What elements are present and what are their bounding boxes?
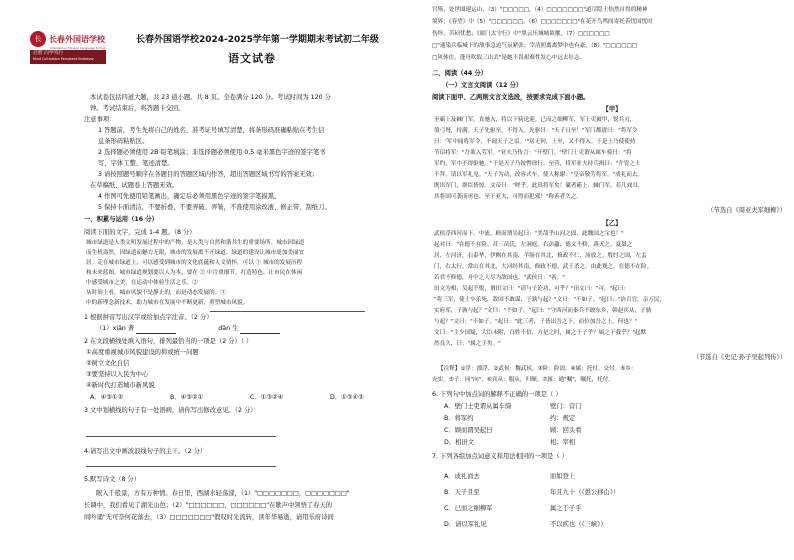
q7-option-a[interactable]: A．成礼而去	[444, 473, 480, 480]
q1-answer-b[interactable]	[240, 326, 280, 334]
jia-line: 节诏将军："吾欲入劳军。"亚夫乃传言："开壁门。"壁门士吏谓从属车骑曰："将	[434, 150, 632, 156]
q2-option-a[interactable]: A．④③①②	[90, 394, 124, 401]
school-seal-icon: 长	[30, 31, 46, 47]
notice-line: 息条形码粘贴区。	[98, 138, 149, 145]
section-heading: 二、阅读（44 分）	[432, 70, 488, 77]
recite-line: 境界；《春望》中（5）"□□□□□□，（6）□□□□□□□"在花开鸟鸣间寄托着忧国忧时	[432, 19, 653, 25]
passage-line: 而生机盎然，因绿道而魅力无限，城市的发展离不开绿道，绿道的建设让城市更加美丽宜	[86, 250, 305, 256]
q6-stem: 6. 下列句中加点词的解释不正确的一项是（ ）	[432, 391, 562, 398]
q7-option-c[interactable]: C．已而之细柳军	[444, 505, 493, 512]
school-logo	[30, 28, 120, 68]
subsection-heading: （一）文言文阅读（12 分）	[442, 82, 523, 89]
motto-line: 启智 向学笃行	[33, 51, 64, 56]
q2-option-d[interactable]: D．①③④②	[330, 394, 364, 401]
notice-line: 写，字体工整、笔迹清楚。	[98, 160, 174, 167]
yi-source: （节选自《史记·孙子吴起列传》）	[692, 354, 786, 361]
passage-line: 和未来蓝图。城市绿道规划要以人为本，要在 ② 中注重细节，打造特色，让市民在休闲	[86, 270, 303, 276]
jia-line: 不拜，请以军礼见。"天子为动，改容式车。使人称谢："皇帝敬劳将军。"成礼而去。	[434, 172, 644, 178]
q1-part-b-label: dān 生	[218, 325, 239, 332]
notice-line: 2 选择题必须使用 2B 铅笔填涂；非选择题必须使用 0.5 毫米黑色字迹的签字笔书	[98, 149, 326, 156]
passage-yi-title: 【乙】	[602, 220, 622, 227]
q7-option-d[interactable]: D．请以军礼见	[444, 521, 487, 528]
read-prompt: 阅读下面的文字，完成 1-4 题。（8 分）	[84, 229, 196, 236]
q1-part-a-label: （1）xiǎn 著	[96, 325, 135, 332]
yi-line: "将三军，使士卒乐死，敌国不敢谋，子孰与起？"文曰："不如子。"起曰："治百官，亲万民，	[434, 297, 666, 303]
q2-item: ④新时代打造城市新风貌	[86, 382, 155, 389]
passage-line: 城市绿道是人类文明发展过程中的产物，是人类与自然和谐共生的重要场所。城市因绿道	[86, 240, 305, 246]
q3-stem: 3 文中划横线的句子有一处语病，请你写出修改意见。（2 分）	[84, 407, 257, 414]
q2-stem: 2 在文段横线处填入语句，排列最恰当的一项是（2 分）（ ）	[84, 338, 253, 345]
school-name-logo: 长春外国语学校	[49, 33, 105, 44]
yi-line: 与起？"文曰："不如子。"起曰："此三者，子皆出吾之下，而位加吾之上，何也？"	[434, 319, 638, 325]
q3-answer-line[interactable]	[86, 436, 276, 437]
q2-item: ②树立文化自信	[86, 360, 130, 367]
section-heading: 一、积累与运用（16 分）	[84, 216, 158, 223]
q6-option-b-gloss: 约：规定	[550, 415, 576, 422]
notes-line: 【注释】①浮：漂浮。②武侯：魏武侯。③险：险固。④属：托付，交付。⑤乡：	[438, 366, 637, 372]
notes-line: 充实。⑤子：同"向"。⑥宾从：服从，归顺。⑦属：通"嘱"，嘱托，托付。	[432, 377, 614, 383]
notice-line: 3 请按照题号顺序在各题目的答题区域内作答，超出答题区域书写的答案无效；	[98, 171, 319, 178]
recite-line: 宫殇，处世围建运山，（3）"□□□□□，（4）□□□□□□□"道尽隐士怡然自得的精神	[432, 7, 648, 13]
q6-option-a[interactable]: A．壁门士吏谓从属车骑	[444, 403, 512, 410]
intro-line: 本试卷包括四道大题，共 23 道小题。共 8 页。全卷满分 120 分。考试时间为 120 分	[90, 94, 331, 101]
school-name-en: Changchun Foreign Language School	[50, 46, 106, 50]
q6-option-b[interactable]: B．将军约	[444, 415, 474, 422]
yi-line: 若君不修德，舟中之人尽为敌国也。"武侯曰："善。"	[434, 275, 565, 281]
q1-part-a	[96, 323, 280, 334]
q1-stem: 1 根据拼音写出汉字或给加点字注音。（2 分）	[84, 314, 213, 321]
q7-option-c-pair: 属之于子乎	[550, 505, 582, 512]
q5-line: 长调中，我们看见了湖光山色；（2）"□□□□□□，□□□□□□"在歌声中领悟了春天的	[84, 502, 333, 509]
jia-line: 军约，军中不得驱驰。"于是天子乃按辔徐行。至营，将军亚夫持兵揖曰："介胄之士	[434, 161, 641, 167]
q6-option-c[interactable]: C．顾而谓吴起曰	[444, 427, 493, 434]
jia-line: 彀弓弩，持满。天子先驱至，不得入。先驱曰："天子且至！"军门都尉曰："将军令	[434, 128, 638, 134]
exam-subject: 语文试卷	[228, 52, 276, 65]
q5-line: 眼入千般景，方有万种情。春日里，西湖水轻荡漾，（1）"□□□□□□□，□□□□□□□"	[96, 490, 350, 497]
notice-line: 4 作图可先使用铅笔画出，确定后必须用黑色字迹的签字笔描黑。	[98, 193, 281, 200]
passage-line: 居。走在城市绿道上，可以感受到城市的文化底蕴和人文情怀，可以 ① 城市的发展历程	[86, 260, 303, 266]
yi-line: 文曰："主少国疑，大臣未附，百姓不信，方是之时，属之于子乎？属之于我乎？"起默	[434, 330, 647, 336]
intro-line: 钟。考试结束后，将答题卡交回。	[90, 105, 185, 112]
jia-line: 既出军门，群臣皆惊。文帝曰："嗟乎，此真将军矣！曩者霸上、棘门军，若儿戏耳，	[434, 183, 644, 189]
recite-line: □风休住，蓬舟吹取三山去"是她不畏艰难性发心中远去壮志。	[432, 55, 586, 61]
notice-line: 在草稿纸、试题卷上答题无效。	[90, 182, 179, 189]
q7-stem: 7. 下列各组加点词意义和用法相同的一项是（ ）	[432, 453, 568, 460]
yi-line: 田文为相，吴起不悦，谓田文曰："请与子论功，可乎？"田文曰："可。"起曰：	[434, 286, 629, 292]
right-column	[430, 0, 794, 560]
q2-option-b[interactable]: B．④③②①	[170, 394, 204, 401]
q2-item: ①高度重视城市风貌建设的抑或统一问题	[86, 349, 199, 356]
yi-line: 武侯浮西河而下，中流，顾而谓吴起曰："美哉乎山河之固，此魏国之宝也！"	[434, 231, 624, 237]
passage-line: 从时间上看，城市风貌不是静止的，而是动态发展的。③	[86, 290, 226, 296]
jia-source: （节选自《周亚夫军细柳》）	[707, 207, 786, 214]
q6-option-d-gloss: 相：宰相	[550, 439, 576, 446]
q4-stem: 4.请写出文中画波浪线句子的主干。（2 分）	[84, 448, 207, 455]
q7-option-b-pair: 年且九十（《愚公移山》）	[550, 489, 620, 496]
yi-line: 门，右太行，常山在其北，大河经其南，修政不德，武王杀之。由此观之，在德不在险。	[434, 264, 653, 270]
q6-option-c-gloss: 顾：回头看	[550, 427, 582, 434]
q2-item: ③要坚持以人民为中心	[86, 371, 149, 378]
notice-title: 注意事项：	[84, 116, 116, 123]
q6-option-d[interactable]: D．相田文	[444, 439, 475, 446]
recite-line: 伤怀，苦闷忧愁；《窗门太守行》中"黑云压城城欲摧，（7）□□□□□□	[432, 31, 610, 37]
q2-option-c[interactable]: C．①③②④	[250, 394, 284, 401]
motto-line-en: Mind Cultivation Persistent Endeavor	[33, 57, 94, 61]
yi-line: 居，左河济，右泰华，伊阙在其南，羊肠在其北，修政不仁，汤放之。殷纣之国，左孟	[434, 253, 647, 259]
passage-line: 中的新理念新技术，助力城市在发展中不断更新，重塑城市风貌。	[86, 300, 249, 306]
q4-answer-line[interactable]	[86, 466, 276, 467]
q7-option-a-pair: 而如登上	[550, 473, 576, 480]
q1-answer-a[interactable]	[136, 326, 176, 334]
recite-line: □"通染兵临城下的战事急迫气氛紧张；宰清照离离梦中也有豪，（8）"□□□□□□	[432, 43, 638, 49]
passage-line: 中感受城市之美，在运动中体验生活之乐。②	[86, 280, 198, 286]
yi-line: 起对曰："在德不在险。昔三苗氏，左洞庭，右彭蠡，德义不修，禹灭之。夏桀之	[434, 242, 633, 248]
reading-prompt: 阅读下面甲、乙两则文言文选段，按要求完成下面小题。	[432, 94, 590, 101]
notice-line: 1 答题前，考生先将自己的姓名、准考证号填写清楚，将条形码准确粘贴在考生信	[98, 127, 325, 134]
q5-title: 5.默写诗文（8 分）	[84, 476, 141, 483]
school-motto	[30, 50, 106, 64]
jia-line: 曰：'军中闻将军令，不闻天子之诏。'"居无何，上至，又不得入。于是上乃使使持	[434, 139, 636, 145]
answer-blank-line[interactable]	[210, 311, 365, 312]
jia-line: 其将固可袭而虏也。至于亚夫，可得而犯邪！"称善者久之。	[434, 194, 583, 200]
q6-option-a-gloss: 壁门：营门	[550, 403, 582, 410]
yi-line: 然良久，曰："属之子矣。"	[434, 341, 501, 347]
exam-title: 长春外国语学校2024-2025学年第一学期期末考试初二年级	[136, 35, 379, 45]
passage-jia-title: 【甲】	[602, 106, 622, 113]
q5-line: 间吟诵"无可奈何花落去，（3）□□□□□□□"假叹时光流转，读年华易逝，请用乐府诗间	[84, 514, 334, 521]
q7-option-b[interactable]: B．天子且至	[444, 489, 480, 496]
q7-option-d-pair: 不以疾也（《三峡》）	[550, 521, 607, 528]
yi-line: 实府库，子孰与起？"文曰："不如子。"起曰："守西河而秦兵不敢东乡，韩赵宾从，子孰	[434, 308, 652, 314]
jia-line: 至霸上及棘门军，直驰入，将以下骑送迎。已而之细柳军，军士吏被甲，锐兵刃，	[434, 117, 636, 123]
notice-line: 5 保持卡面清洁，不要折叠，不要弄破、弄皱，不准使用涂改液、修正带、刮纸刀。	[98, 204, 331, 211]
